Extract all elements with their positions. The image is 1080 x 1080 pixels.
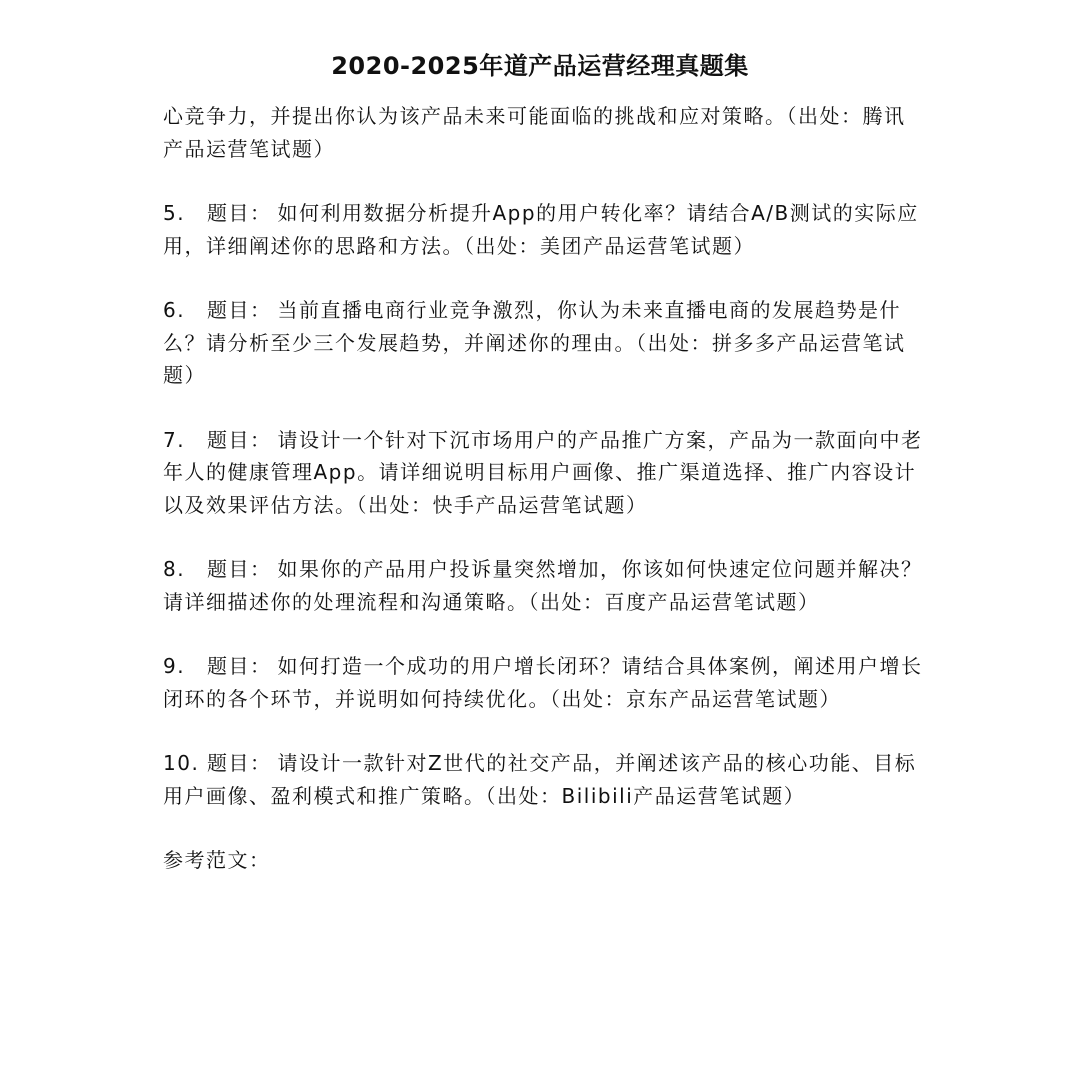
question-item <box>163 553 923 618</box>
question-number: 6. <box>163 298 186 322</box>
question-number: 7. <box>163 427 186 452</box>
question-text: 请设计一个针对下沉市场用户的产品推广方案，产品为一款面向中老年人的健康管理App。请详细说明目标用户画像、推广渠道选择、推广内容设计以及效果评估方法。（出处：快手产品运营笔试题） <box>163 427 923 517</box>
question-label: 题目： <box>207 298 272 322</box>
question-text: 请设计一款针对Z世代的社交产品，并阐述该产品的核心功能、目标用户画像、盈利模式和推广策略。（出处：Bilibili产品运营笔试题） <box>163 751 917 808</box>
question-number: 9. <box>163 654 186 678</box>
question-item <box>163 197 923 262</box>
question-text: 当前直播电商行业竞争激烈，你认为未来直播电商的发展趋势是什么？请分析至少三个发展趋势，并阐述你的理由。（出处：拼多多产品运营笔试题） <box>163 298 906 387</box>
question-text: 如何打造一个成功的用户增长闭环？请结合具体案例，阐述用户增长闭环的各个环节，并说明如何持续优化。（出处：京东产品运营笔试题） <box>163 654 923 711</box>
document-body <box>163 100 923 877</box>
question-item <box>163 650 923 715</box>
question-number: 10. <box>163 751 200 775</box>
question-label: 题目： <box>207 654 272 678</box>
question-label: 题目： <box>207 201 272 225</box>
question-item <box>163 424 923 522</box>
question-label: 题目： <box>207 427 272 452</box>
question-item <box>163 747 923 812</box>
document-title: 2020-2025年道产品运营经理真题集 <box>331 52 749 80</box>
continuation-paragraph: 心竞争力，并提出你认为该产品未来可能面临的挑战和应对策略。（出处：腾讯产品运营笔试题） <box>163 104 906 161</box>
reference-heading: 参考范文： <box>163 848 271 872</box>
question-label: 题目： <box>207 557 272 581</box>
question-number: 8. <box>163 557 186 581</box>
question-text: 如果你的产品用户投诉量突然增加，你该如何快速定位问题并解决？请详细描述你的处理流程和沟通策略。（出处：百度产品运营笔试题） <box>163 557 923 614</box>
question-item <box>163 294 923 392</box>
question-text: 如何利用数据分析提升App的用户转化率？请结合A/B测试的实际应用，详细阐述你的思路和方法。（出处：美团产品运营笔试题） <box>163 201 919 258</box>
question-number: 5. <box>163 201 186 225</box>
question-label: 题目： <box>207 751 272 775</box>
